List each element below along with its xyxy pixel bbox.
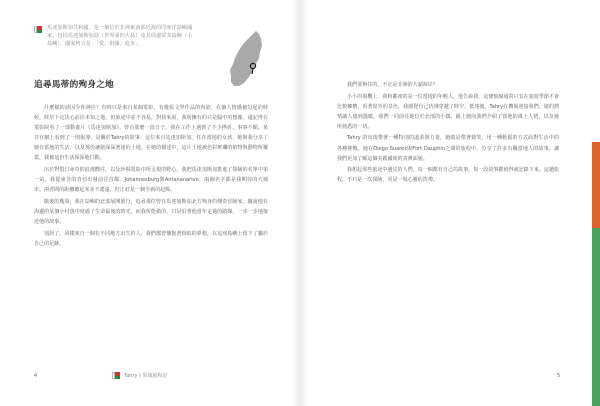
paragraph: Tahry 的出現帶著一種特別的溫柔與力量，她總是帶著微笑，用一種輕鬆的方式面對生活中的各種挑戰。她在Diego Suarez與Fort Dauphin之間的旅程中，分享了許多有關當地人的故事，讓我們更加了解這個美麗國度的真實面貌。 <box>337 135 559 162</box>
left-body-text <box>34 103 268 250</box>
right-body-text <box>337 80 559 187</box>
accent-bar-green <box>592 228 600 406</box>
paragraph: 小小的飛機上，我和鄰座的是一位當地的年輕人，他告訴我，這條航線通常只有在旅遊季節才會比較擁擠。看著窗外的景色，我感覺自己彷彿穿越了時空。抵達後，Tahry在機場迎接我們，她的熱情讓人感到溫暖。我們一同前往她位於北部的小鎮，路上她向我們介紹了當地的風土人情，以及她所熟悉的一切。 <box>337 93 559 130</box>
map-caption: 馬達加斯加共和國，是一個位於非洲東南部近海的印度洋島嶼國家，包括馬達加斯加島（世界第四大島）及其周邊眾多島嶼（小島嶼），國家格言是：「愛、祖國、進步」。 <box>47 25 193 48</box>
paragraph: 隨後的幾周，我在島嶼的北部展開旅行，追尋那位曾在馬達加斯加北方殉身的傳奇冒險家。據說他在海邊的某個小村落中度過了生命最後的時光，而我所能做的，只是沿著他當年走過的路線，一步一步地接近他的故事。 <box>34 198 268 226</box>
section-title: 追尋馬蒂的殉身之地 <box>34 80 115 90</box>
madagascar-map-icon <box>226 30 266 88</box>
page-number-right: 5 <box>557 373 561 379</box>
paragraph: 出於對惜日尋奇的浪漫嚮往，以及珍視電影中所呈現的野心，我把馬達加斯加排進了探險的名單中第一站。我從東非的肯亞出發前往首都，Johannesburg與Antananarivo，兩個名字都是我期待的大城市。兩者間的距離聽起來並不遙遠，但正好是一個全新的起點。 <box>34 167 268 194</box>
paragraph: 別誤了，同樣來自一個在不同地方出生的人，我們都曾懷抱著相似的夢想，在這座島嶼上留下了屬於自己的足跡。 <box>34 230 268 247</box>
running-head: Tahry | 異域旅程記 <box>124 373 168 379</box>
madagascar-flag-icon <box>112 372 120 379</box>
left-page <box>0 0 292 406</box>
page-number-left: 4 <box>34 373 38 379</box>
paragraph: 我想起那些旅途中遇見的人們，每一個都有自己的故事，每一段故事都值得被記錄下來。這趟旅程，不只是一次探險，更是一場心靈的洗禮。 <box>337 167 559 184</box>
paragraph: 我們要夠住的，不正是非洲的大湖海岸？ <box>347 82 438 88</box>
book-gutter <box>292 0 308 406</box>
paragraph: 什麼樣的誘因令你神往？有時只是來自某個電影，有幾張文學作品的內欲，在個人情感被勾起的時候，終於下定決心前往未知之地。但旅途中並不容易，對我來說，我所擁有的只是腦中的想像。還記得在電影院看了一部動畫片《馬達加斯加》。曾有那麼一段日子，我在工作上遇到了不少挫折，事事不順。某日在網上看到了一則報導，是關於Tahry的故事：這位來自馬達加斯加、住在當地的女孩，她與我分享了她在當地的生活，以及那份讓她深深著迷的土地。在她的描述中，這片土地被色彩斑斕的植物與動物所覆蓋，我被這份生活深深地打動。 <box>34 105 268 162</box>
accent-bar-orange <box>592 142 600 228</box>
right-page <box>308 0 600 406</box>
madagascar-flag-icon <box>34 26 42 33</box>
